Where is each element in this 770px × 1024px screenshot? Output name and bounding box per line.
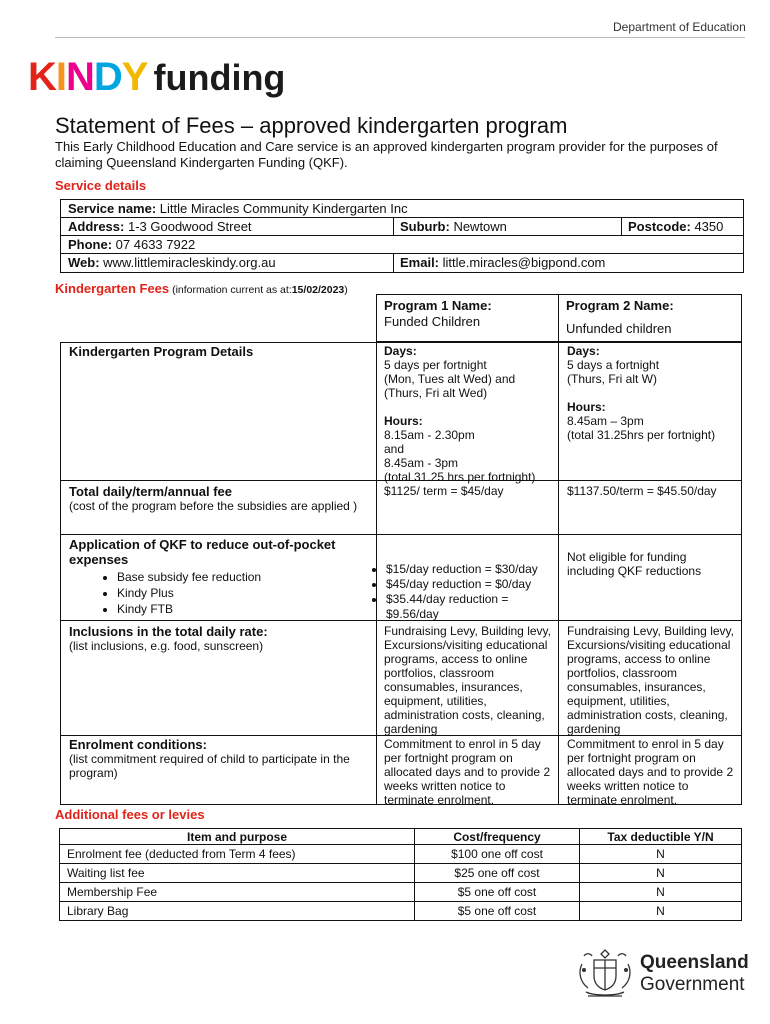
program2-qkf: Not eligible for funding including QKF reductions <box>567 550 702 578</box>
additional-fees-table <box>59 828 742 921</box>
col-header: Cost/frequency <box>415 829 580 845</box>
suburb-cell: Suburb: Newtown <box>400 219 507 234</box>
program2-header-cell: Program 2 Name: Unfunded children <box>558 294 742 342</box>
coat-of-arms-icon <box>574 946 636 1002</box>
kindergarten-fees-heading: Kindergarten Fees (information current as at:15/02/2023) <box>55 281 348 296</box>
program1-days: Days: 5 days per fortnight (Mon, Tues alt Wed) and (Thurs, Fri alt Wed) <box>384 344 516 400</box>
program2-enrolment: Commitment to enrol in 5 day per fortnight program on allocated days and to provide 2 weeks written notice to terminate enrolment. <box>567 737 734 807</box>
qkf-item: • Kindy FTB <box>117 601 369 617</box>
table-row: Waiting list fee $25 one off cost N <box>60 864 742 883</box>
qkf-item: • Base subsidy fee reduction <box>117 569 369 585</box>
col-header: Tax deductible Y/N <box>580 829 742 845</box>
web-cell: Web: www.littlemiracleskindy.org.au <box>68 255 276 270</box>
enrolment-label: Enrolment conditions: (list commitment required of child to participate in the program) <box>69 737 350 780</box>
program-details-label: Kindergarten Program Details <box>69 344 254 359</box>
program1-total-fee: $1125/ term = $45/day <box>384 484 504 498</box>
intro-paragraph: This Early Childhood Education and Care service is an approved kindergarten program provider for the purposes of claiming Queensland Kindergarten Funding (QKF). <box>55 139 718 170</box>
service-details-heading: Service details <box>55 178 147 193</box>
program2-inclusions: Fundraising Levy, Building levy, Excursions/visiting educational programs, access to online portfolios, classroom consumables, insurances, equipment, utilities, administration costs, cleaning, gardening <box>567 624 734 736</box>
funding-wordmark: funding <box>153 57 286 98</box>
total-fee-label: Total daily/term/annual fee (cost of the program before the subsidies are applied ) <box>69 484 358 513</box>
additional-fees-heading: Additional fees or levies <box>55 807 205 822</box>
phone-cell: Phone: 07 4633 7922 <box>68 237 196 252</box>
program1-inclusions: Fundraising Levy, Building levy, Excursions/visiting educational programs, access to online portfolios, classroom consumables, insurances, equipment, utilities, administration costs, cleaning, gardening <box>384 624 551 736</box>
program1-enrolment: Commitment to enrol in 5 day per fortnight program on allocated days and to provide 2 weeks written notice to terminate enrolment. <box>384 737 551 807</box>
header-divider <box>55 37 745 38</box>
col-header: Item and purpose <box>60 829 415 845</box>
table-row: Library Bag $5 one off cost N <box>60 902 742 921</box>
qkf-item: • Kindy Plus <box>117 585 369 601</box>
address-cell: Address: 1-3 Goodwood Street <box>68 219 252 234</box>
service-details-table <box>60 199 744 273</box>
service-name-cell: Service name: Little Miracles Community Kindergarten Inc <box>68 201 408 216</box>
qkf-label: Application of QKF to reduce out-of-pocket expenses • Base subsidy fee reduction • Kindy Plus • Kindy FTB <box>69 537 369 617</box>
table-row: Membership Fee $5 one off cost N <box>60 883 742 902</box>
email-cell: Email: little.miracles@bigpond.com <box>400 255 606 270</box>
program2-total-fee: $1137.50/term = $45.50/day <box>567 484 717 498</box>
queensland-text: Queensland <box>640 952 749 973</box>
postcode-cell: Postcode: 4350 <box>628 219 724 234</box>
kindy-wordmark: KINDY <box>28 55 148 99</box>
program1-header-cell: Program 1 Name: Funded Children <box>376 294 559 342</box>
government-text: Government <box>640 974 745 995</box>
program2-days: Days: 5 days a fortnight (Thurs, Fri alt W) <box>567 344 660 386</box>
kindergarten-fees-table <box>60 294 742 805</box>
kindy-funding-logo <box>28 55 285 100</box>
program1-hours: Hours: 8.15am - 2.30pm and 8.45am - 3pm (total 31.25 hrs per fortnight) <box>384 414 536 484</box>
inclusions-label: Inclusions in the total daily rate: (list inclusions, e.g. food, sunscreen) <box>69 624 268 653</box>
page-title: Statement of Fees – approved kindergarten program <box>55 113 568 138</box>
department-name: Department of Education <box>613 20 746 34</box>
queensland-government-logo <box>574 946 749 1002</box>
program2-hours: Hours: 8.45am – 3pm (total 31.25hrs per fortnight) <box>567 400 716 442</box>
table-row: Enrolment fee (deducted from Term 4 fees) $100 one off cost N <box>60 845 742 864</box>
program1-qkf-reductions: • $15/day reduction = $30/day • $45/day reduction = $0/day • $35.44/day reduction = $9.56/day <box>374 562 560 622</box>
